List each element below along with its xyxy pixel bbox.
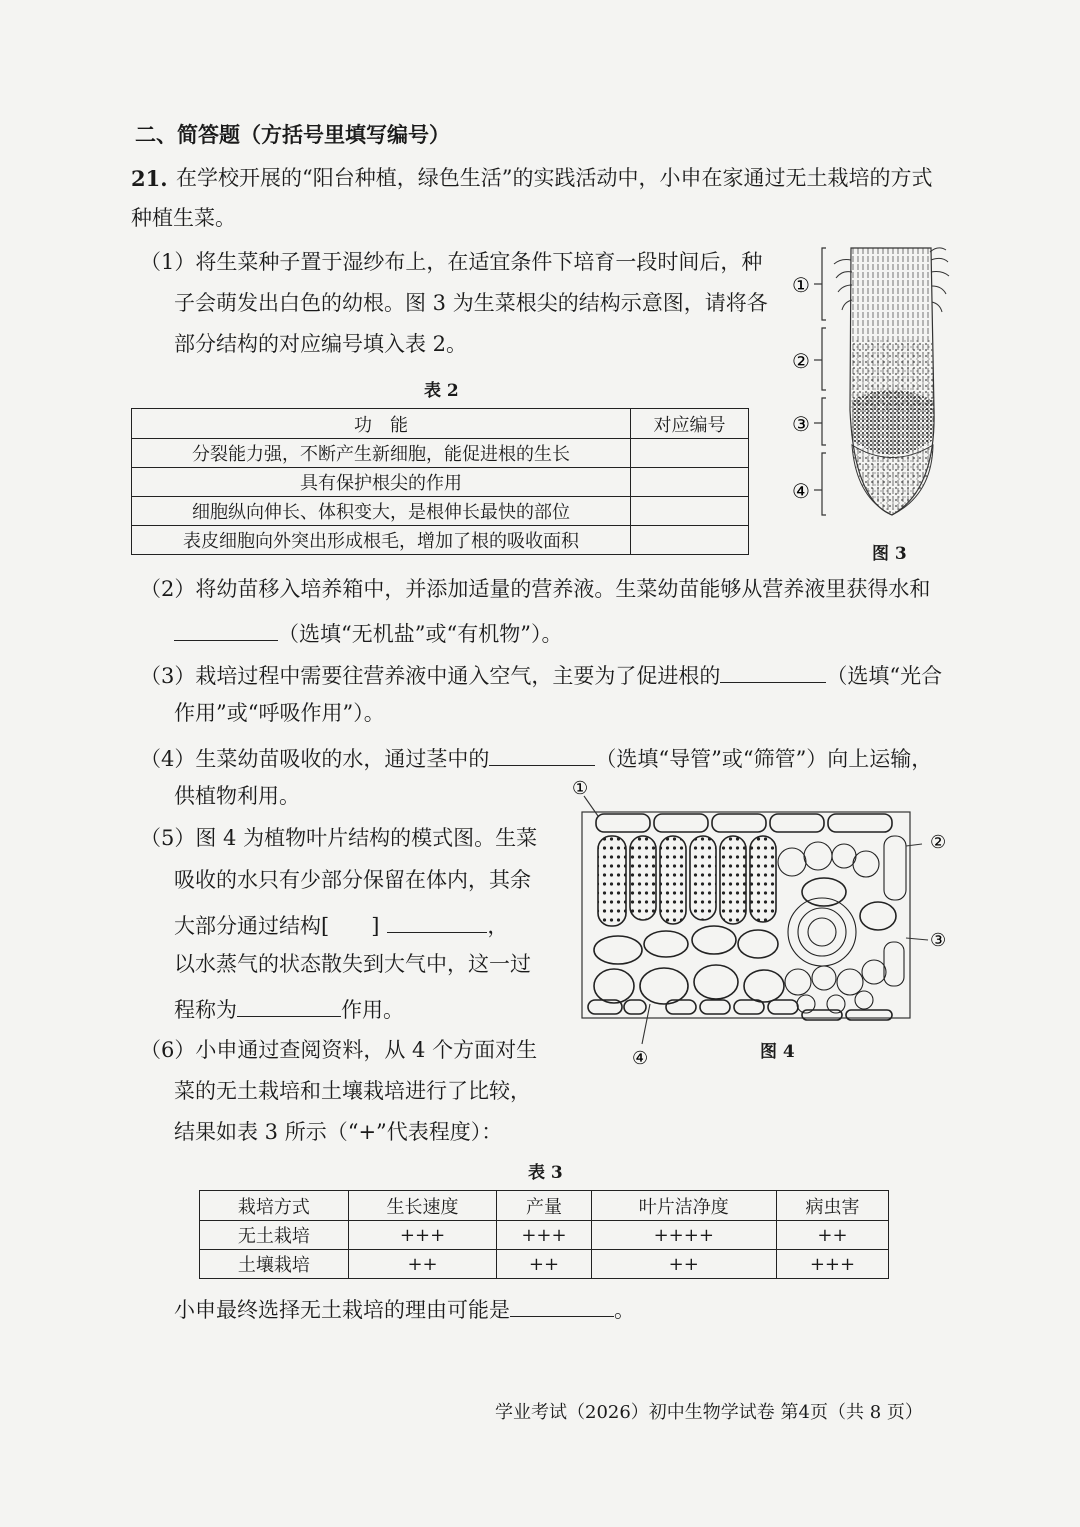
table2-header-function: 功 能 [132, 409, 631, 439]
table3-cell: ++++ [591, 1221, 776, 1250]
table2-answer-2[interactable] [631, 468, 749, 497]
part3-line-1-wrap [140, 662, 942, 687]
table2-row-4: 表皮细胞向外突出形成根毛，增加了根的吸收面积 [132, 526, 631, 555]
part5-line-5-wrap [174, 996, 404, 1021]
table2-row-3: 细胞纵向伸长、体积变大，是根伸长最快的部位 [132, 497, 631, 526]
table3-cell: +++ [497, 1221, 591, 1250]
table3-header-pests: 病虫害 [776, 1191, 888, 1221]
part2-line-1: （2）将幼苗移入培养箱中，并添加适量的营养液。生菜幼苗能够从营养液里获得水和 [140, 577, 931, 601]
table3-cell: ++ [348, 1250, 497, 1279]
table3-cell: +++ [776, 1250, 888, 1279]
fig3-caption: 图 3 [872, 544, 907, 564]
table3-caption: 表 3 [528, 1163, 563, 1183]
final-line-b: 。 [614, 1298, 635, 1322]
table-3 [199, 1190, 889, 1279]
table2-answer-4[interactable] [631, 526, 749, 555]
table2-header-number: 对应编号 [631, 409, 749, 439]
part5-line-5b: 作用。 [341, 998, 404, 1022]
root-tip-diagram [786, 240, 966, 530]
part3-line-1a: （3）栽培过程中需要往营养液中通入空气，主要为了促进根的 [140, 664, 721, 688]
stem-line-1: 在学校开展的“阳台种植，绿色生活”的实践活动中，小申在家通过无土栽培的方式 [176, 166, 933, 190]
part4-line-1a: （4）生菜幼苗吸收的水，通过茎中的 [140, 747, 490, 771]
part2-answer-blank[interactable] [174, 620, 278, 641]
fig4-caption: 图 4 [760, 1042, 795, 1062]
part1-line-2: 子会萌发出白色的幼根。图 3 为生菜根尖的结构示意图，请将各 [174, 291, 768, 315]
part5-line-4: 以水蒸气的状态散失到大气中，这一过 [174, 952, 531, 976]
table3-header-yield: 产量 [497, 1191, 591, 1221]
table2-answer-3[interactable] [631, 497, 749, 526]
table3-cell: ++ [497, 1250, 591, 1279]
figure-3-root-tip [786, 240, 966, 530]
part2-line-2: （选填“无机盐”或“有机物”）。 [278, 622, 563, 646]
fig3-label-2: ② [792, 349, 810, 373]
part2-line-2-wrap [174, 620, 562, 645]
fig4-label-1: ① [572, 778, 589, 799]
part5-structure-blank[interactable] [387, 912, 487, 933]
fig3-label-4: ④ [792, 479, 810, 503]
part5-process-blank[interactable] [237, 996, 341, 1017]
table3-cell: ++ [776, 1221, 888, 1250]
page-footer: 学业考试（2026）初中生物学试卷 第4页（共 8 页） [495, 1402, 923, 1423]
table3-header-method: 栽培方式 [200, 1191, 349, 1221]
table2-caption: 表 2 [424, 381, 459, 401]
part5-line-3-wrap [174, 912, 508, 937]
final-line-wrap [174, 1296, 635, 1321]
table3-header-speed: 生长速度 [348, 1191, 497, 1221]
table2-row-2: 具有保护根尖的作用 [132, 468, 631, 497]
final-line-a: 小申最终选择无土栽培的理由可能是 [174, 1298, 510, 1322]
table2-row-1: 分裂能力强，不断产生新细胞，能促进根的生长 [132, 439, 631, 468]
table3-cell: ++ [591, 1250, 776, 1279]
part5-line-3a: 大部分通过结构[ [174, 914, 330, 938]
part1-line-1: （1）将生菜种子置于湿纱布上，在适宜条件下培育一段时间后，种 [140, 250, 763, 274]
part1-line-3: 部分结构的对应编号填入表 2。 [174, 332, 468, 356]
table2-answer-1[interactable] [631, 439, 749, 468]
final-answer-blank[interactable] [510, 1296, 614, 1317]
part6-line-2: 菜的无土栽培和土壤栽培进行了比较， [174, 1079, 531, 1103]
leaf-section-diagram [566, 772, 961, 1072]
part6-line-3: 结果如表 3 所示（“+”代表程度）： [174, 1120, 503, 1144]
part5-line-3b: ] [371, 914, 380, 938]
part4-line-1-wrap [140, 745, 932, 770]
fig3-label-3: ③ [792, 412, 810, 436]
part5-line-1: （5）图 4 为植物叶片结构的模式图。生菜 [140, 826, 538, 850]
part3-line-2: 作用”或“呼吸作用”）。 [174, 701, 385, 725]
fig3-label-1: ① [792, 273, 810, 297]
fig4-label-2: ② [930, 832, 947, 853]
question-number: 21. [131, 166, 168, 191]
table-2 [131, 408, 749, 555]
table3-cell: 土壤栽培 [200, 1250, 349, 1279]
part3-answer-blank[interactable] [720, 662, 826, 683]
part5-line-3c: ， [487, 914, 509, 938]
part4-answer-blank[interactable] [489, 745, 595, 766]
section-title: 二、简答题（方括号里填写编号） [135, 122, 450, 147]
part6-line-1: （6）小申通过查阅资料，从 4 个方面对生 [140, 1038, 538, 1062]
part4-line-1b: （选填“导管”或“筛管”）向上运输， [595, 747, 933, 771]
figure-4-leaf-section [566, 772, 961, 1072]
fig4-label-3: ③ [930, 930, 947, 951]
table3-header-cleanliness: 叶片洁净度 [591, 1191, 776, 1221]
fig4-label-4: ④ [632, 1048, 649, 1069]
table3-cell: +++ [348, 1221, 497, 1250]
stem-line-2: 种植生菜。 [131, 206, 236, 230]
part5-line-2: 吸收的水只有少部分保留在体内，其余 [174, 868, 531, 892]
table3-cell: 无土栽培 [200, 1221, 349, 1250]
part3-line-1b: （选填“光合 [826, 664, 943, 688]
part4-line-2: 供植物利用。 [174, 784, 300, 808]
part5-line-5a: 程称为 [174, 998, 237, 1022]
